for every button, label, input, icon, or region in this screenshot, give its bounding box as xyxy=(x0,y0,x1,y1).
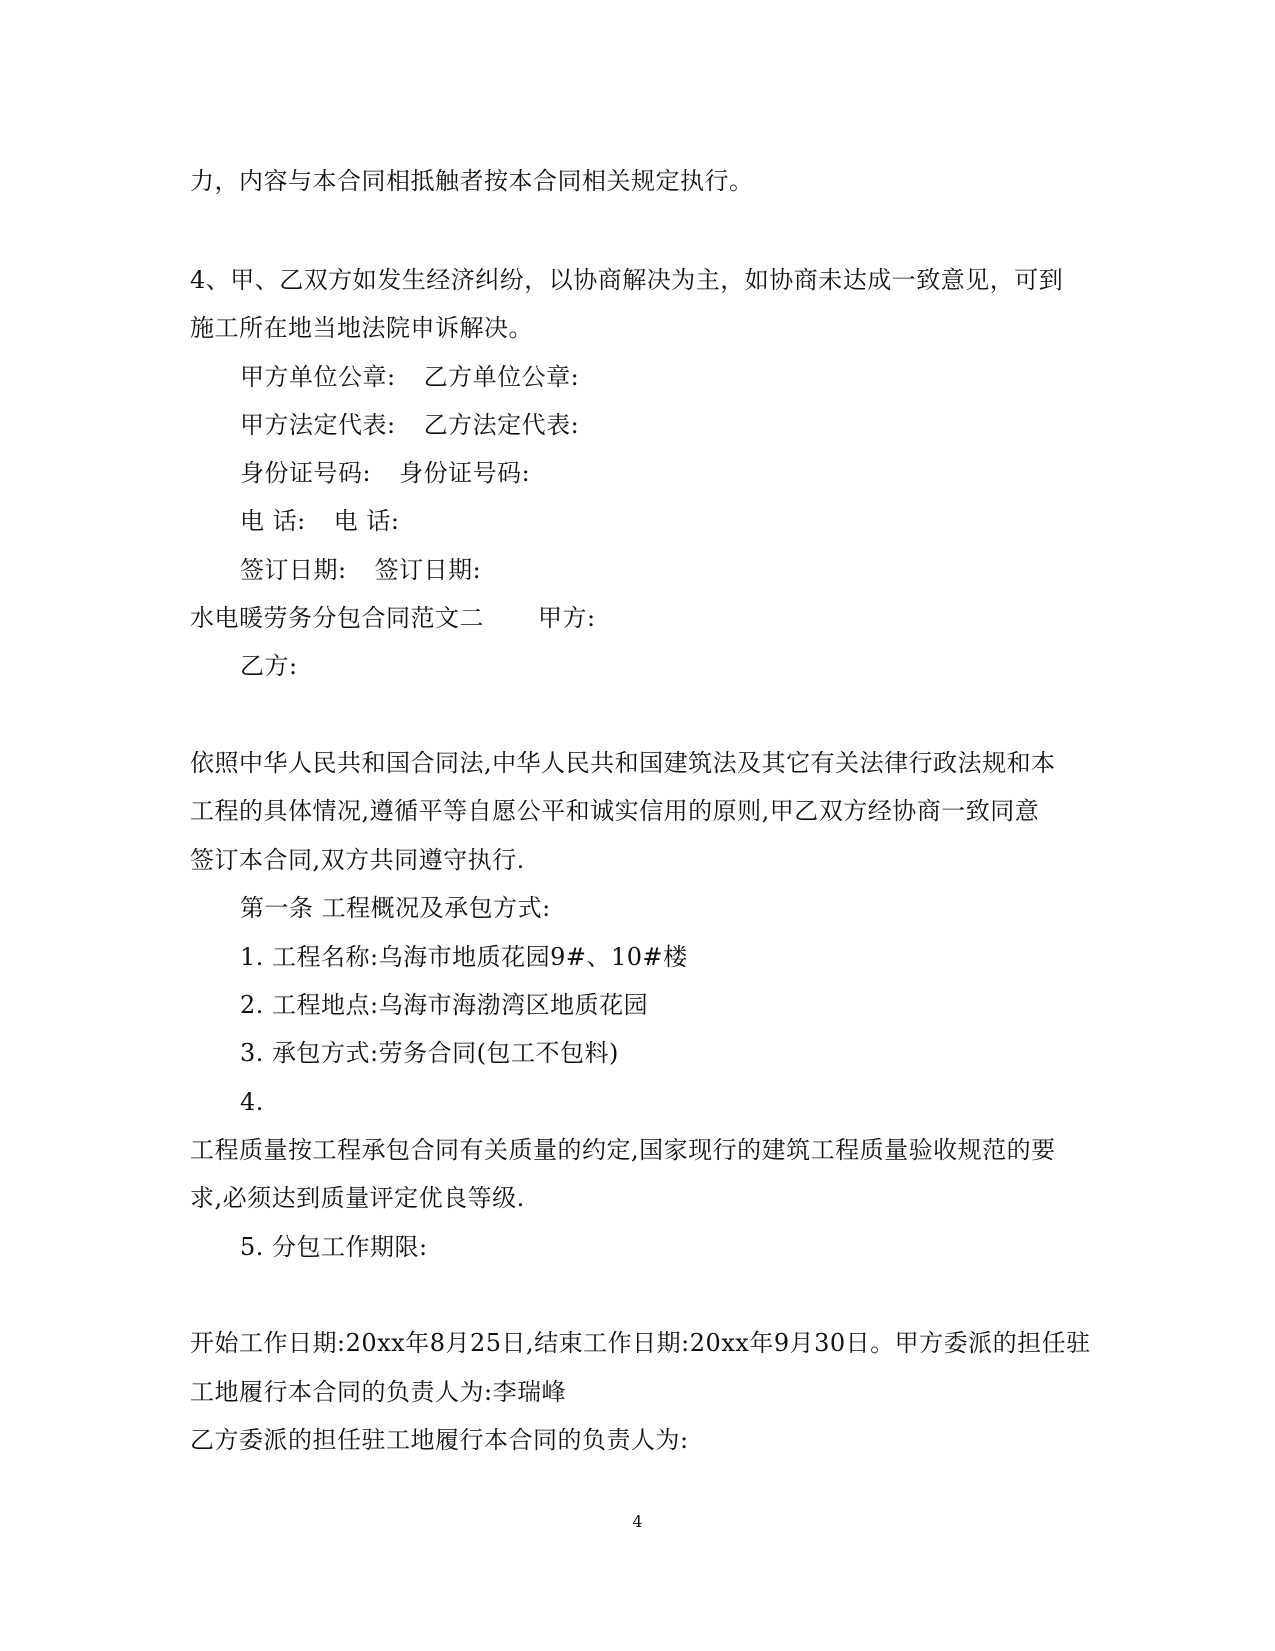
preamble-line-2: 工程的具体情况,遵循平等自愿公平和诚实信用的原则,甲乙双方经协商一致同意 xyxy=(190,797,1040,825)
preamble-line-3: 签订本合同,双方共同遵守执行. xyxy=(190,846,525,874)
signature-row-date xyxy=(240,555,481,585)
signature-row-id-number xyxy=(240,458,530,488)
quality-line-2: 求,必须达到质量评定优良等级. xyxy=(190,1184,525,1212)
item-4-number: 4. xyxy=(240,1088,264,1116)
section-title: 水电暖劳务分包合同范文二 xyxy=(190,604,484,632)
party-b-responsible-line: 乙方委派的担任驻工地履行本合同的负责人为: xyxy=(190,1426,689,1454)
page-number: 4 xyxy=(632,1512,643,1531)
party-a-representative-label: 甲方法定代表: xyxy=(240,411,396,439)
work-dates-line-2: 工地履行本合同的负责人为:李瑞峰 xyxy=(190,1378,567,1406)
party-b-representative-label: 乙方法定代表: xyxy=(423,411,580,439)
clause-4-line-1: 4、甲、乙双方如发生经济纠纷，以协商解决为主，如协商未达成一致意见，可到 xyxy=(190,266,1064,294)
item-work-period: 5. 分包工作期限: xyxy=(240,1233,428,1261)
party-a-id-label: 身份证号码: xyxy=(240,459,372,487)
paragraph-line: 力，内容与本合同相抵触者按本合同相关规定执行。 xyxy=(190,167,754,195)
signature-row-phone xyxy=(240,506,399,536)
party-a-label: 甲方: xyxy=(538,604,596,632)
signature-row-seal xyxy=(240,362,579,392)
quality-line-1: 工程质量按工程承包合同有关质量的约定,国家现行的建筑工程质量验收规范的要 xyxy=(190,1136,1056,1164)
party-a-phone-label: 电 话: xyxy=(240,507,306,535)
party-b-seal-label: 乙方单位公章: xyxy=(423,363,580,391)
preamble-line-1: 依照中华人民共和国合同法,中华人民共和国建筑法及其它有关法律行政法规和本 xyxy=(190,749,1056,777)
party-b-id-label: 身份证号码: xyxy=(399,459,531,487)
signature-row-representative xyxy=(240,410,579,440)
party-b-date-label: 签订日期: xyxy=(374,556,482,584)
item-project-location: 2. 工程地点:乌海市海渤湾区地质花园 xyxy=(240,991,649,1019)
party-a-date-label: 签订日期: xyxy=(240,556,347,584)
party-b-phone-label: 电 话: xyxy=(333,507,400,535)
article-1-heading: 第一条 工程概况及承包方式: xyxy=(240,894,551,922)
work-dates-line-1: 开始工作日期:20xx年8月25日,结束工作日期:20xx年9月30日。甲方委派的担任驻 xyxy=(190,1329,1091,1357)
section-title-line xyxy=(190,603,596,633)
clause-4-line-2: 施工所在地当地法院申诉解决。 xyxy=(190,314,533,342)
party-a-seal-label: 甲方单位公章: xyxy=(240,363,396,391)
party-b-label: 乙方: xyxy=(240,652,298,680)
item-project-name: 1. 工程名称:乌海市地质花园9#、10#楼 xyxy=(240,943,688,971)
item-contract-method: 3. 承包方式:劳务合同(包工不包料) xyxy=(240,1039,619,1067)
